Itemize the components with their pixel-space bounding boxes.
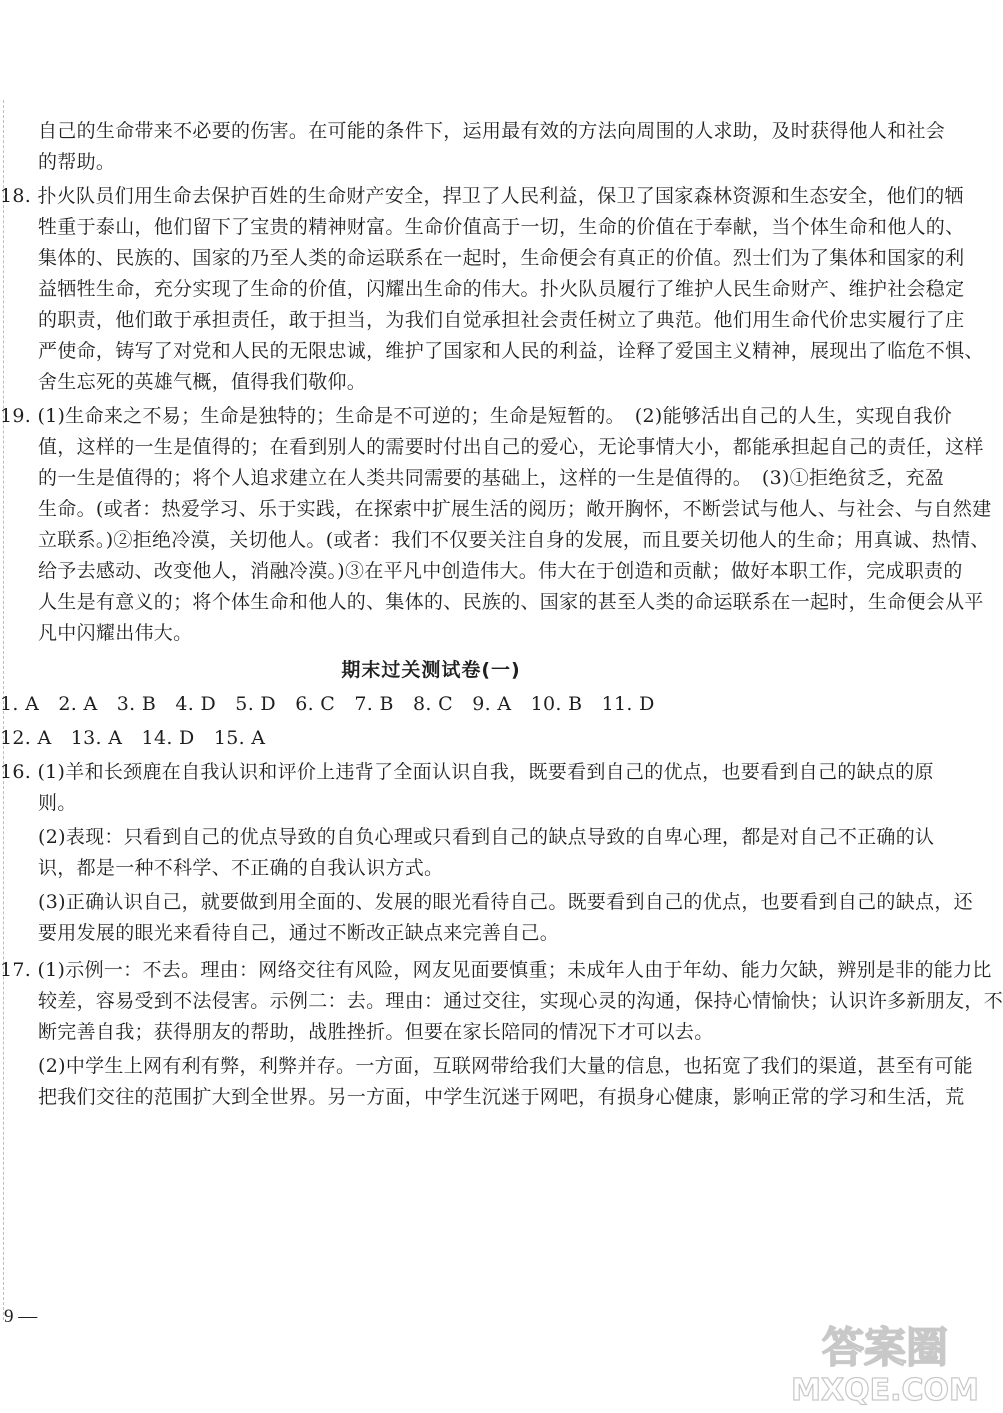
text-line: 集体的、民族的、国家的乃至人类的命运联系在一起时，生命便会有真正的价值。烈士们为了集体和国家的利	[38, 247, 965, 269]
text-line: 生命。(或者：热爱学习、乐于实践，在探索中扩展生活的阅历；敞开胸怀，不断尝试与他人、与社会、与自然建	[38, 498, 992, 520]
text-line: 严使命，铸写了对党和人民的无限忠诚，维护了国家和人民的利益，诠释了爱国主义精神，展现出了临危不惧、	[38, 340, 984, 362]
answer-content	[0, 116, 1003, 1113]
text-line: 18. 扑火队员们用生命去保护百姓的生命财产安全，捍卫了人民利益，保卫了国家森林资源和生态安全，他们的牺	[0, 185, 964, 207]
text-line: 益牺牲生命，充分实现了生命的价值，闪耀出生命的伟大。扑火队员履行了维护人民生命财产、维护社会稳定	[38, 278, 965, 300]
text-line: 把我们交往的范围扩大到全世界。另一方面，中学生沉迷于网吧，有损身心健康，影响正常的学习和生活，荒	[38, 1086, 965, 1108]
text-line: 牲重于泰山，他们留下了宝贵的精神财富。生命价值高于一切，生命的价值在于奉献，当个体生命和他人的、	[38, 216, 965, 238]
watermark-top-text: 答案圈	[821, 1323, 949, 1372]
page-number: 9 —	[4, 1306, 38, 1327]
text-line: (2)表现：只看到自己的优点导致的自负心理或只看到自己的缺点导致的自卑心理，都是对自己不正确的认	[38, 826, 935, 848]
text-line: 值，这样的一生是值得的；在看到别人的需要时付出自己的爱心，无论事情大小，都能承担起自己的责任，这样	[38, 436, 984, 458]
text-line: (3)正确认识自己，就要做到用全面的、发展的眼光看待自己。既要看到自己的优点，也要看到自己的缺点，还	[38, 891, 973, 913]
text-line: 的帮助。	[38, 151, 116, 173]
mc-answer-line: 12. A 13. A 14. D 15. A	[0, 727, 266, 749]
text-line: 16. (1)羊和长颈鹿在自我认识和评价上违背了全面认识自我，既要看到自己的优点，也要看到自己的缺点的原	[0, 761, 934, 783]
section-title: 期末过关测试卷(一)	[341, 659, 521, 681]
answer-16	[0, 757, 973, 949]
answer-19	[0, 401, 992, 649]
text-line: 要用发展的眼光来看待自己，通过不断改正缺点来完善自己。	[38, 922, 560, 944]
text-line: 断完善自我；获得朋友的帮助，战胜挫折。但要在家长陪同的情况下才可以去。	[38, 1021, 714, 1043]
text-line: 17. (1)示例一：不去。理由：网络交往有风险，网友见面要慎重；未成年人由于年幼、能力欠缺，辨别是非的能力比	[0, 959, 992, 981]
answer-18	[0, 181, 984, 398]
text-line: 立联系。)②拒绝冷漠，关切他人。(或者：我们不仅要关注自身的发展，而且要关切他人的生命；用真诚、热情、	[38, 529, 990, 551]
multiple-choice-answers	[0, 689, 862, 754]
text-line: 较差，容易受到不法侵害。示例二：去。理由：通过交往，实现心灵的沟通，保持心情愉快；认识许多新朋友，不	[38, 990, 1003, 1012]
watermark-logo	[780, 1318, 990, 1406]
text-line: 给予去感动、改变他人，消融冷漠。)③在平凡中创造伟大。伟大在于创造和贡献；做好本职工作，完成职责的	[38, 560, 963, 582]
text-line: 则。	[38, 792, 77, 814]
text-line: 识，都是一种不科学、不正确的自我认识方式。	[38, 857, 444, 879]
mc-answer-line: 1. A 2. A 3. B 4. D 5. D 6. C 7. B 8. C 9. A 10. B 11. D	[0, 693, 655, 715]
text-line: 舍生忘死的英雄气概，值得我们敬仰。	[38, 371, 367, 393]
text-line: 凡中闪耀出伟大。	[38, 622, 193, 644]
watermark-bottom-text: MXQE.COM	[791, 1373, 979, 1408]
text-line: 人生是有意义的；将个体生命和他人的、集体的、民族的、国家的甚至人类的命运联系在一起时，生命便会从平	[38, 591, 984, 613]
text-line: 的职责，他们敢于承担责任，敢于担当，为我们自觉承担社会责任树立了典范。他们用生命代价忠实履行了庄	[38, 309, 965, 331]
text-line: 19. (1)生命来之不易；生命是独特的；生命是不可逆的；生命是短暂的。 (2)能够活出自己的人生，实现自我价	[0, 405, 953, 427]
text-line: 自己的生命带来不必要的伤害。在可能的条件下，运用最有效的方法向周围的人求助，及时获得他人和社会	[38, 120, 946, 142]
text-line: 的一生是值得的；将个人追求建立在人类共同需要的基础上，这样的一生是值得的。 (3)①拒绝贫乏，充盈	[38, 467, 945, 489]
answer-17	[0, 955, 1003, 1113]
q17-continuation	[0, 116, 946, 178]
text-line: (2)中学生上网有利有弊，利弊并存。一方面，互联网带给我们大量的信息，也拓宽了我们的渠道，甚至有可能	[38, 1055, 973, 1077]
